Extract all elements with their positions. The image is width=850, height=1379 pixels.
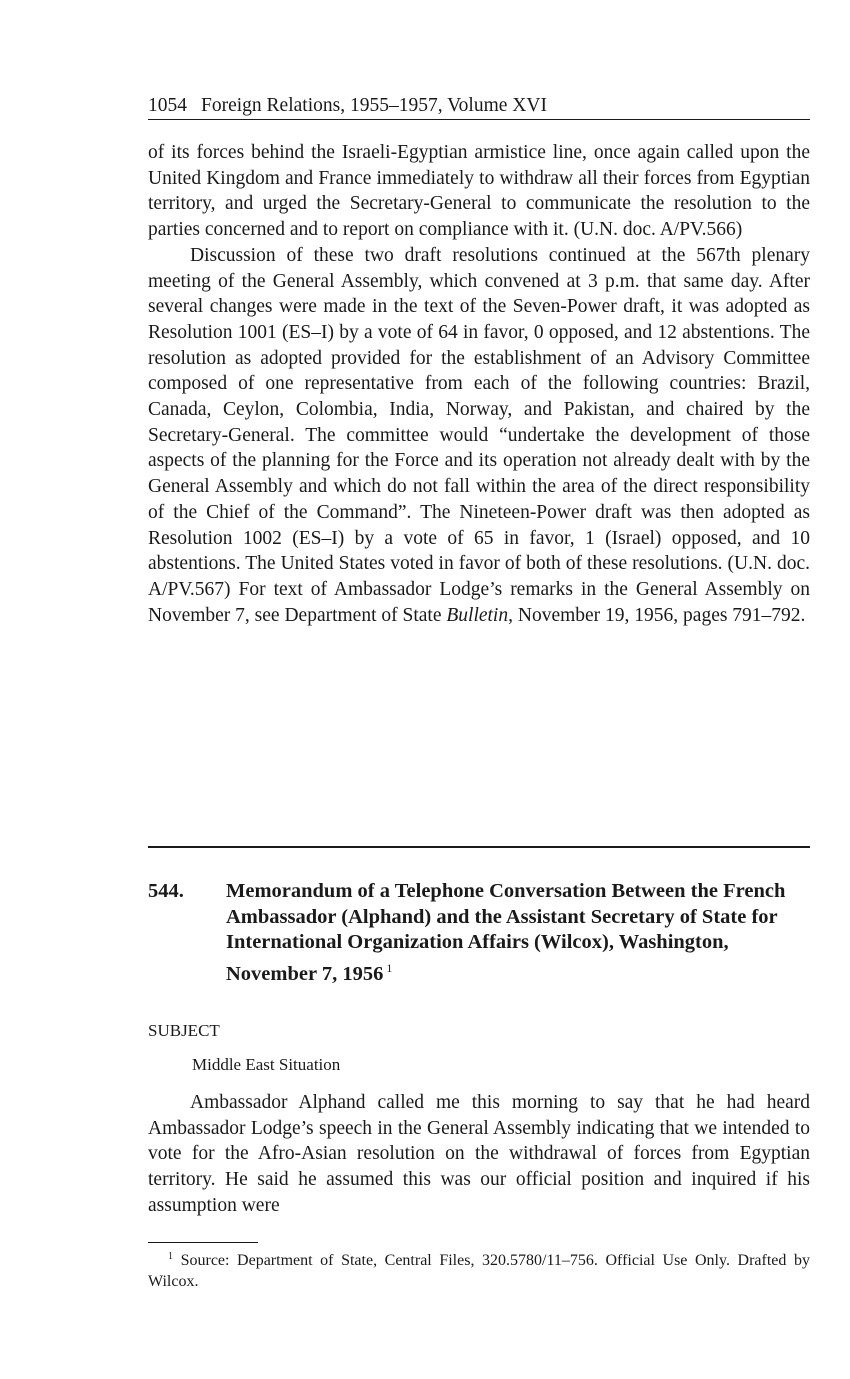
footnote-divider [148, 1242, 258, 1243]
footnote-text: Source: Department of State, Central Files, 320.5780/11–756. Official Use Only. Drafted by Wilcox. [148, 1252, 810, 1290]
memo-body-text [148, 1090, 810, 1219]
running-header [148, 92, 810, 120]
footnote [148, 1247, 810, 1292]
document-heading [148, 879, 810, 987]
document-title: Memorandum of a Telephone Conversation Between the French Ambassador (Alphand) and the Assistant Secretary of State for International Organization Affairs (Wilcox), Washington, November 7, 1956 [226, 880, 786, 985]
memo-paragraph: Ambassador Alphand called me this morning to say that he had heard Ambassador Lodge’s speech in the General Assembly indicating that we intended to vote for the Afro-Asian resolution on the withdrawal of forces from Egyptian territory. He said he assumed this was our official position and inquired if his assumption were [148, 1092, 810, 1216]
subject-value: Middle East Situation [192, 1055, 341, 1074]
footnote-reference: 1 [386, 960, 393, 975]
section-divider [148, 846, 810, 848]
footnote-marker: 1 [168, 1251, 173, 1262]
subject-label: SUBJECT [148, 1021, 220, 1040]
document-number: 544. [148, 880, 184, 902]
document-title-block [226, 879, 810, 987]
volume-title: Foreign Relations, 1955–1957, Volume XVI [201, 95, 547, 116]
page-number: 1054 [148, 95, 187, 116]
continuation-paragraph: of its forces behind the Israeli-Egyptian armistice line, once again called upon the United Kingdom and France immediately to withdraw all their forces from Egyptian territory, and urged the Secretary-General to communicate the resolution to the parties concerned and to report on compliance with it. (U.N. doc. A/PV.566) [148, 142, 810, 241]
top-body-text [148, 140, 810, 628]
discussion-paragraph [148, 243, 810, 629]
bulletin-italic: Bulletin [446, 604, 509, 626]
discussion-text: Discussion of these two draft resolutions continued at the 567th plenary meeting of the General Assembly, which convened at 3 p.m. that same day. After several changes were made in the text of the Seven-Power draft, it was adopted as Resolution 1001 (ES–I) by a vote of 64 in favor, 0 opposed, and 12 abstentions. The resolution as adopted provided for the establishment of an Advisory Committee composed of one representative from each of the following countries: Brazil, Canada, Ceylon, Colombia, India, Norway, and Pakistan, and chaired by the Secretary-General. The committee would “undertake the development of those aspects of the planning for the Force and its operation not already dealt with by the General Assembly and which do not fall within the area of the direct responsibility of the Chief of the Command”. The Nineteen-Power draft was then adopted as Resolution 1002 (ES–I) by a vote of 65 in favor, 1 (Israel) opposed, and 10 abstentions. The United States voted in favor of both of these resolutions. (U.N. doc. A/PV.567) For text of Ambassador Lodge’s remarks in the General Assembly on November 7, see Department of State [148, 244, 810, 626]
discussion-text-end: , November 19, 1956, pages 791–792. [508, 604, 806, 626]
